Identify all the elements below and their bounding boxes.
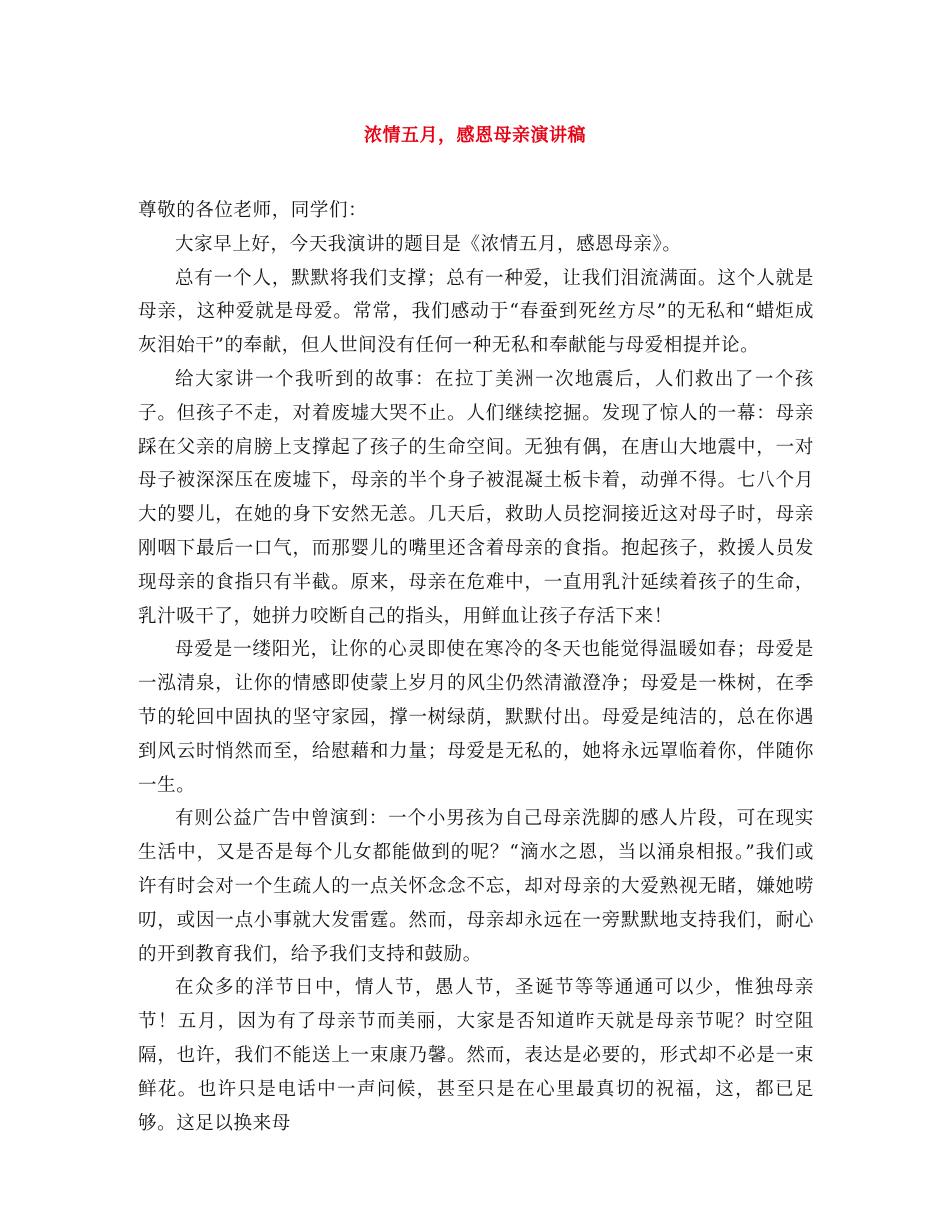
paragraph-public-ad: 有则公益广告中曾演到：一个小男孩为自己母亲洗脚的感人片段，可在现实生活中，又是否是每个儿女都能做到的呢？“滴水之恩，当以涌泉相报。”我们或许有时会对一个生疏人的一点关怀念念不忘，却对母亲的大爱熟视无睹，嫌她唠叨，或因一点小事就大发雷霆。然而，母亲却永远在一旁默默地支持我们，耐心的开到教育我们，给予我们支持和鼓励。 (138, 808, 814, 965)
document-title: 浓情五月，感恩母亲演讲稿 (364, 125, 586, 146)
paragraph-greeting: 大家早上好，今天我演讲的题目是《浓情五月，感恩母亲》。 (175, 233, 682, 255)
paragraph-mothers-day: 在众多的洋节日中，情人节，愚人节，圣诞节等等通通可以少，惟独母亲节！五月，因为有了母亲节而美丽，大家是否知道昨天就是母亲节呢？时空阻隔，也许，我们不能送上一束康乃馨。然而，表达是必要的，形式却不必是一束鲜花。也许只是电话中一声问候，甚至只是在心里最真切的祝福，这，都已足够。这足以换来母 (138, 977, 814, 1134)
paragraph-earthquake-story: 给大家讲一个我听到的故事：在拉丁美洲一次地震后，人们救出了一个孩子。但孩子不走，对着废墟大哭不止。人们继续挖掘。发现了惊人的一幕：母亲踩在父亲的肩膀上支撑起了孩子的生命空间。无独有偶，在唐山大地震中，一对母子被深深压在废墟下，母亲的半个身子被混凝土板卡着，动弹不得。七八个月大的婴儿，在她的身下安然无恙。几天后，救助人员挖洞接近这对母子时，母亲刚咽下最后一口气，而那婴儿的嘴里还含着母亲的食指。抱起孩子，救援人员发现母亲的食指只有半截。原来，母亲在危难中，一直用乳汁延续着孩子的生命，乳汁吸干了，她拼力咬断自己的指头，用鲜血让孩子存活下来！ (138, 368, 814, 627)
paragraph-mother-love: 总有一个人，默默将我们支撑；总有一种爱，让我们泪流满面。这个人就是母亲，这种爱就是母爱。常常，我们感动于“春蚕到死丝方尽”的无私和“蜡炬成灰泪始干”的奉献，但人世间没有任何一种无私和奉献能与母爱相提并论。 (138, 267, 814, 357)
paragraph-metaphors: 母爱是一缕阳光，让你的心灵即使在寒冷的冬天也能觉得温暖如春；母爱是一泓清泉，让你的情感即使蒙上岁月的风尘仍然清澈澄净；母爱是一株树，在季节的轮回中固执的坚守家园，撑一树绿荫，默默付出。母爱是纯洁的，总在你遇到风云时悄然而至，给慰藉和力量；母爱是无私的，她将永远罩临着你，伴随你一生。 (138, 639, 814, 796)
document-body (138, 194, 814, 1140)
salutation: 尊敬的各位老师，同学们： (138, 200, 368, 221)
